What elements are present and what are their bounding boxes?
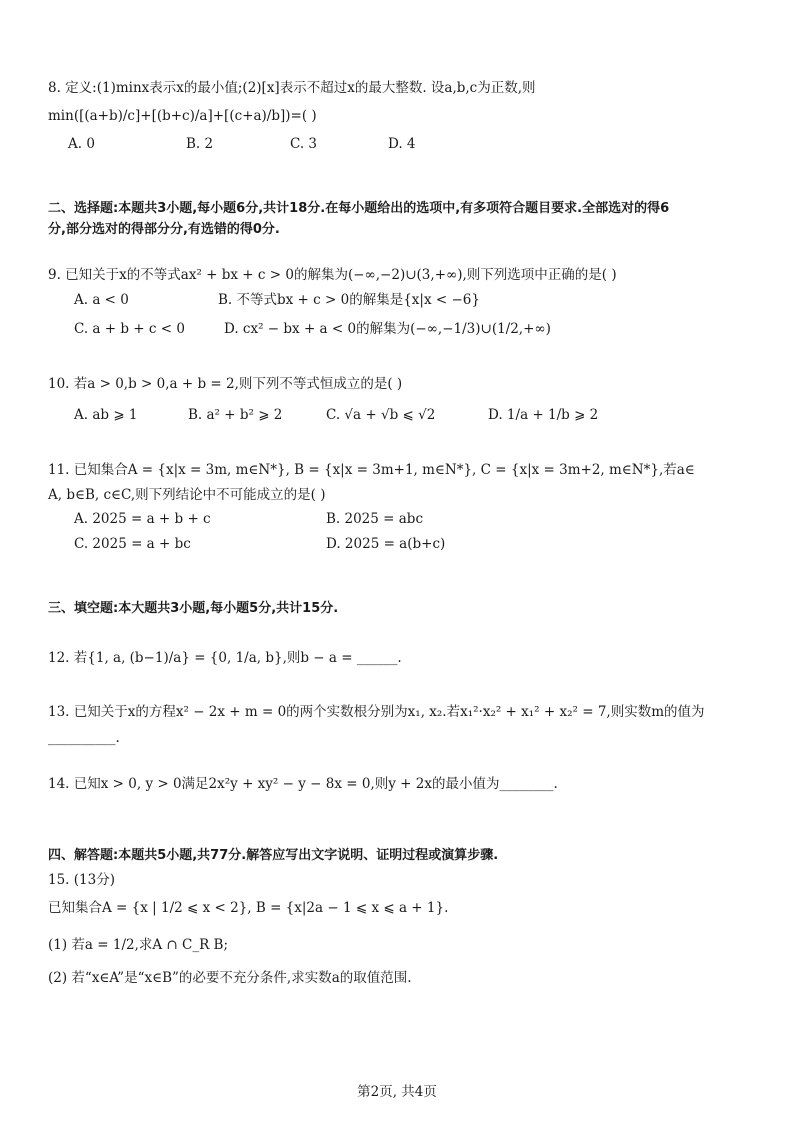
section3-heading: 三、填空题:本大题共3小题,每小题5分,共计15分. xyxy=(48,601,339,616)
q11-option-c: C. 2025 = a + bc xyxy=(74,536,191,552)
q13-line1: 13. 已知关于x的方程x² − 2x + m = 0的两个实数根分别为x₁, x₂.若x₁²·x₂² + x₁² + x₂² = 7,则实数m的值为 xyxy=(48,704,705,720)
q10-option-c: C. √a + √b ⩽ √2 xyxy=(326,407,436,423)
q10-option-d: D. 1/a + 1/b ⩾ 2 xyxy=(488,407,599,423)
q11-line1: 11. 已知集合A = {x|x = 3m, m∈N*}, B = {x|x = 3m+1, m∈N*}, C = {x|x = 3m+2, m∈N*},若a∈ xyxy=(48,462,695,478)
q9-option-b: B. 不等式bx + c > 0的解集是{x|x < −6} xyxy=(218,292,480,308)
q10-option-a: A. ab ⩾ 1 xyxy=(74,407,138,423)
q15-part1: (1) 若a = 1/2,求A ∩ C_R B; xyxy=(48,937,229,953)
q8-line2: min([(a+b)/c]+[(b+c)/a]+[(c+a)/b])=( ) xyxy=(48,108,317,124)
q11-option-d: D. 2025 = a(b+c) xyxy=(326,536,446,552)
q9-option-c: C. a + b + c < 0 xyxy=(74,321,185,337)
q8-option-c: C. 3 xyxy=(290,136,318,152)
q13-line2: __________. xyxy=(48,730,120,746)
q14-stem: 14. 已知x > 0, y > 0满足2x²y + xy² − y − 8x = 0,则y + 2x的最小值为________. xyxy=(48,776,558,792)
section2-heading-line2: 分,部分选对的得部分分,有选错的得0分. xyxy=(48,222,280,237)
q15-heading: 15. (13分) xyxy=(48,872,115,888)
q11-option-b: B. 2025 = abc xyxy=(326,511,424,527)
q9-option-d: D. cx² − bx + a < 0的解集为(−∞,−1/3)∪(1/2,+∞) xyxy=(224,321,551,337)
q15-part2: (2) 若“x∈A”是“x∈B”的必要不充分条件,求实数a的取值范围. xyxy=(48,970,412,986)
page-number: 第2页, 共4页 xyxy=(357,1084,437,1100)
section4-heading: 四、解答题:本题共5小题,共77分.解答应写出文字说明、证明过程或演算步骤. xyxy=(48,848,499,863)
q10-stem: 10. 若a > 0,b > 0,a + b = 2,则下列不等式恒成立的是( ) xyxy=(48,376,403,392)
q8-option-a: A. 0 xyxy=(68,136,95,152)
q15-given: 已知集合A = {x | 1/2 ⩽ x < 2}, B = {x|2a − 1 ⩽ x ⩽ a + 1}. xyxy=(48,900,449,916)
q11-line2: A, b∈B, c∈C,则下列结论中不可能成立的是( ) xyxy=(48,487,326,503)
q11-option-a: A. 2025 = a + b + c xyxy=(74,511,211,527)
q9-stem: 9. 已知关于x的不等式ax² + bx + c > 0的解集为(−∞,−2)∪(3,+∞),则下列选项中正确的是( ) xyxy=(48,267,617,283)
q8-option-d: D. 4 xyxy=(388,136,416,152)
q10-option-b: B. a² + b² ⩾ 2 xyxy=(188,407,283,423)
q9-option-a: A. a < 0 xyxy=(74,292,129,308)
section2-heading-line1: 二、选择题:本题共3小题,每小题6分,共计18分.在每小题给出的选项中,有多项符合题目要求.全部选对的得6 xyxy=(48,201,670,216)
q8-option-b: B. 2 xyxy=(186,136,214,152)
q12-stem: 12. 若{1, a, (b−1)/a} = {0, 1/a, b},则b − a = ______. xyxy=(48,650,402,666)
q8-line1: 8. 定义:(1)minx表示x的最小值;(2)[x]表示不超过x的最大整数. 设a,b,c为正数,则 xyxy=(48,80,536,96)
